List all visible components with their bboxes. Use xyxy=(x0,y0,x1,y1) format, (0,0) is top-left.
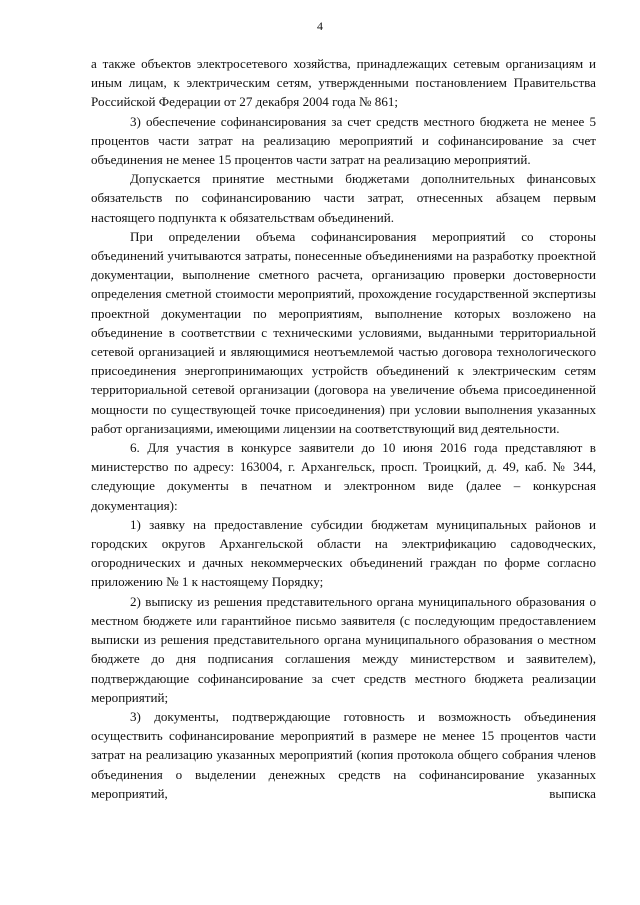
paragraph-section-6: 6. Для участия в конкурсе заявители до 10 июня 2016 года представляют в министерство по адресу: 163004, г. Архангельск, просп. Троицкий, д. 49, каб. № 344, следующие документы в печатном и электронном виде (далее – конкурсная документация): xyxy=(91,440,596,513)
paragraph-item-3-documents: 3) документы, подтверждающие готовность и возможность объединения осуществить софинансирование мероприятий в размере не менее 15 процентов части затрат на реализацию указанных мероприятий (копия протокола общего собрания членов объединения о выделении денежных средств на софинансирование указанных мероприятий, выписка xyxy=(91,708,596,801)
document-body xyxy=(91,54,596,803)
paragraph-item-3-cofinancing: 3) обеспечение софинансирования за счет средств местного бюджета не менее 5 процентов части затрат на реализацию мероприятий и софинансирование за счет объединения не менее 15 процентов части затрат на реализацию мероприятий. xyxy=(91,113,596,168)
paragraph-item-1-application: 1) заявку на предоставление субсидии бюджетам муниципальных районов и городских округов Архангельской области на электрификацию садоводческих, огороднических и дачных некоммерческих объединений граждан по форме согласно приложению № 1 к настоящему Порядку; xyxy=(91,516,596,590)
page-number: 4 xyxy=(317,19,323,33)
paragraph-item-2-extract: 2) выписку из решения представительного органа муниципального образования о местном бюджете или гарантийное письмо заявителя (с последующим предоставлением выписки из решения представительного органа муниципального образования о местном бюджете до дня подписания соглашения между министерством и заявителем), подтверждающие софинансирование за счет средств местного бюджета реализации мероприятий; xyxy=(91,593,596,705)
paragraph-continuation: а также объектов электросетевого хозяйства, принадлежащих сетевым организациям и иным лицам, к электрическим сетям, утвержденными постановлением Правительства Российской Федерации от 27 декабря 2004 года № 861; xyxy=(91,56,596,110)
paragraph-additional-obligations: Допускается принятие местными бюджетами дополнительных финансовых обязательств по софинансированию части затрат, отнесенных абзацем первым настоящего подпункта к обязательствам объединений. xyxy=(91,171,596,225)
paragraph-cofinancing-volume: При определении объема софинансирования мероприятий со стороны объединений учитываются затраты, понесенные объединениями на разработку проектной документации, выполнение сметного расчета, организацию проверки достоверности определения сметной стоимости мероприятий, прохождение государственной экспертизы проектной документации по мероприятиям, выполнение которых возложено на объединение в соответствии с техническими условиями, выданными территориальной сетевой организацией и являющимися неотъемлемой частью договора технологического присоединения энергопринимающих устройств объединений к электрическим сетям территориальной сетевой организации (договора на увеличение объема присоединенной мощности по существующей точке присоединения) при условии выполнения указанных работ организациями, имеющими лицензии на соответствующий вид деятельности. xyxy=(91,228,596,436)
